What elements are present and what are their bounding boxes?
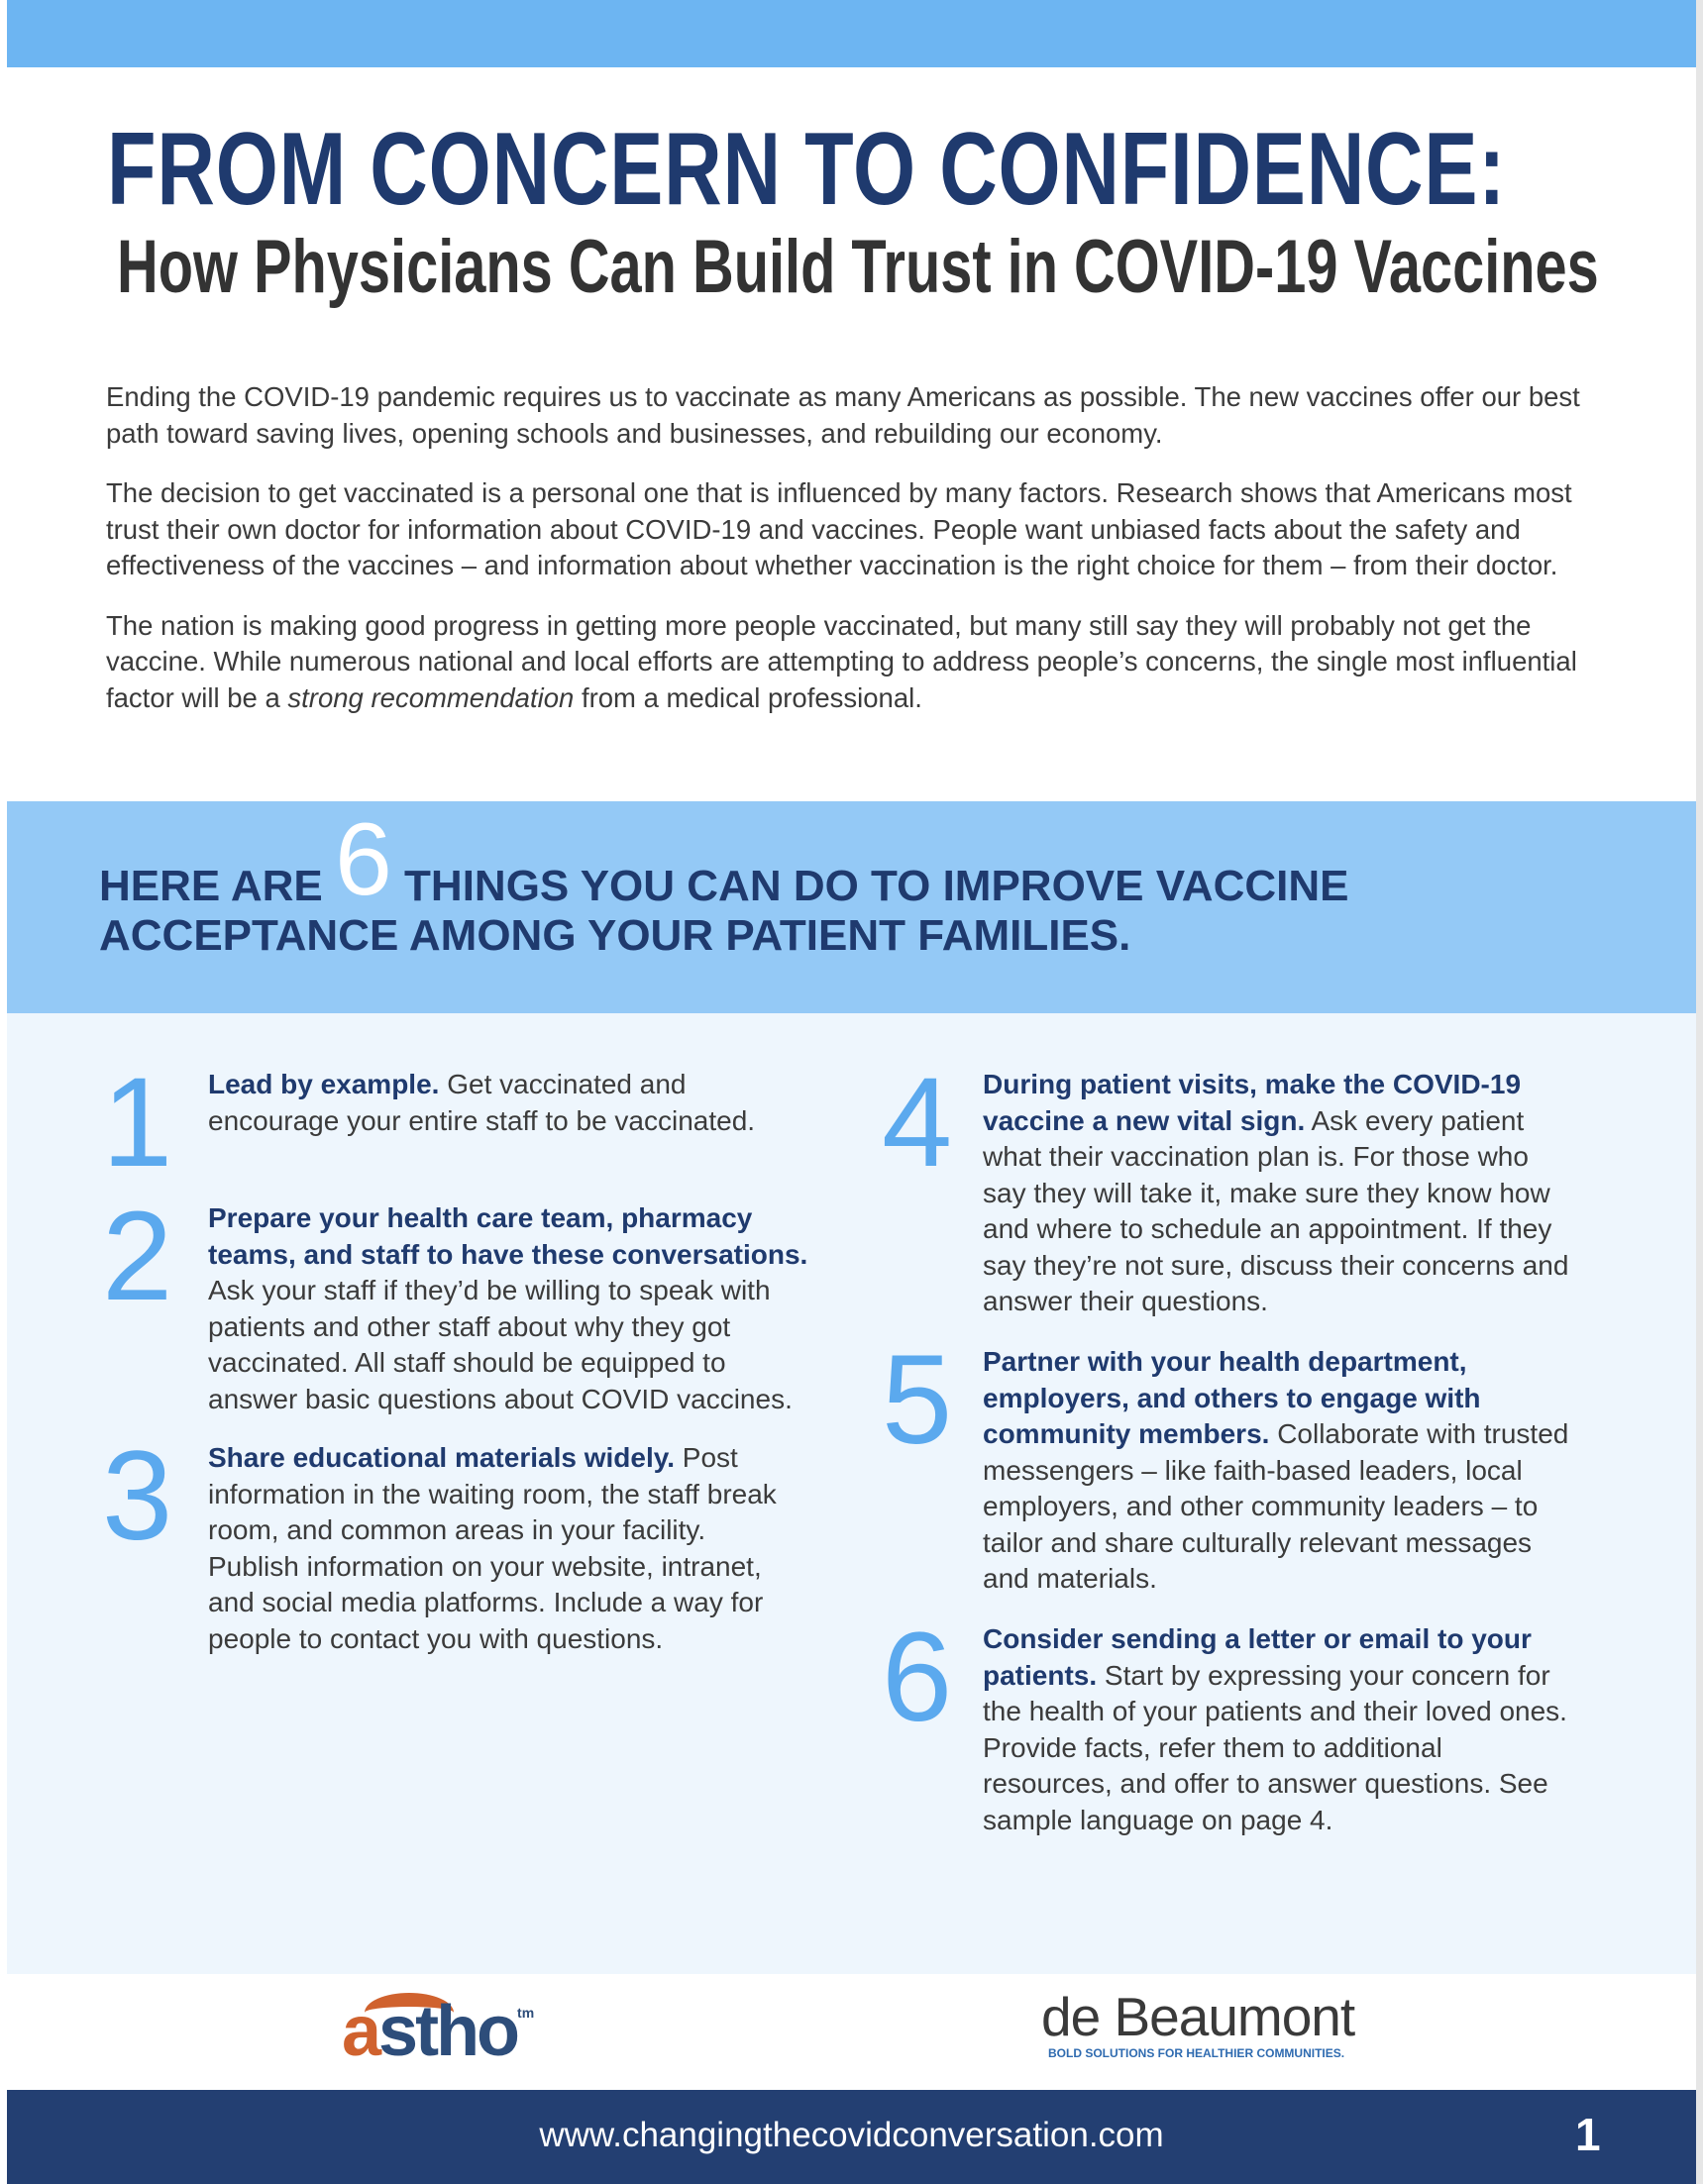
list-item (208, 1440, 802, 1657)
item-number: 4 (882, 1052, 953, 1194)
item-text: Ask every patient what their vaccination plan is. For those who say they will take it, make sure they know how and where to schedule an appointment. If they say they’re not sure, discuss their concerns and answer their questions. (983, 1104, 1569, 1316)
item-lead: Prepare your health care team, pharmacy teams, and staff to have these conversations. (208, 1202, 808, 1270)
p3-emphasis: strong recommendation (287, 681, 575, 713)
astho-logo-text: stho (378, 1992, 518, 2071)
item-lead: Consider sending a letter or email to your patients. (983, 1623, 1532, 1691)
item-text: Post information in the waiting room, the staff break room, and common areas in your facility. Publish information on your website, intranet, and social media platforms. Include a way for people to contact you with questions. (208, 1442, 777, 1654)
list-item (983, 1067, 1577, 1320)
item-text: Start by expressing your concern for the health of your patients and their loved ones. Provide facts, refer them to additional resources, and offer to answer questions. See sample language on page 4. (983, 1659, 1567, 1835)
list-item (208, 1067, 822, 1139)
list-item (983, 1621, 1577, 1838)
item-text: Collaborate with trusted messengers – like faith-based leaders, local employers, and other community leaders – to tailor and share culturally relevant messages and materials. (983, 1418, 1569, 1594)
item-number: 1 (102, 1052, 173, 1194)
intro-paragraph-3 (106, 608, 1592, 717)
item-lead: Share educational materials widely. (208, 1442, 675, 1473)
intro-paragraph-2: The decision to get vaccinated is a personal one that is influenced by many factors. Research shows that Americans most trust their own doctor for information about COVID-19 and vaccines. People want unbiased facts about the safety and effectiveness of the vaccines – and information about whether vaccination is the right choice for them – from their doctor. (106, 477, 1572, 580)
item-lead: During patient visits, make the COVID-19 vaccine a new vital sign. (983, 1069, 1522, 1136)
debeaumont-logo: de Beaumont (1041, 1986, 1355, 2047)
intro-text (106, 379, 1592, 740)
item-lead: Lead by example. (208, 1069, 440, 1099)
page-subtitle: How Physicians Can Build Trust in COVID-19 Vaccines (117, 225, 1599, 309)
astho-logo (342, 1991, 534, 2072)
heading-pre: HERE ARE (99, 862, 335, 910)
item-lead: Partner with your health department, employers, and others to engage with community members. (983, 1346, 1481, 1449)
top-color-bar (7, 0, 1696, 67)
list-item (208, 1200, 822, 1417)
astho-logo-a: a (342, 1992, 379, 2071)
item-text: Get vaccinated and encourage your entire staff to be vaccinated. (208, 1069, 756, 1136)
p3-text-end: from a medical professional. (574, 681, 922, 713)
item-number: 6 (882, 1607, 953, 1748)
item-number: 3 (102, 1425, 173, 1567)
item-number: 5 (882, 1329, 953, 1471)
item-number: 2 (102, 1186, 173, 1327)
astho-tm: tm (517, 2005, 535, 2021)
page-number: 1 (1575, 2109, 1601, 2160)
section-heading (99, 802, 1645, 961)
list-item (983, 1344, 1577, 1598)
debeaumont-tagline: BOLD SOLUTIONS FOR HEALTHIER COMMUNITIES. (1048, 2046, 1345, 2060)
page-edge (1696, 0, 1703, 2184)
page-title: FROM CONCERN TO CONFIDENCE: (107, 112, 1507, 227)
heading-post: THINGS YOU CAN DO TO IMPROVE VACCINE ACCEPTANCE AMONG YOUR PATIENT FAMILIES. (99, 862, 1349, 960)
item-text: Ask your staff if they’d be willing to speak with patients and other staff about why they got vaccinated. All staff should be equipped to answer basic questions about COVID vaccines. (208, 1275, 793, 1414)
intro-paragraph-1: Ending the COVID-19 pandemic requires us to vaccinate as many Americans as possible. The new vaccines offer our best path toward saving lives, opening schools and businesses, and rebuilding our economy. (106, 381, 1580, 449)
footer-url-link[interactable]: www.changingthecovidconversation.com (539, 2116, 1164, 2154)
heading-number: 6 (334, 802, 392, 917)
p3-text: The nation is making good progress in getting more people vaccinated, but many still say they will probably not get the vaccine. While numerous national and local efforts are attempting to address people’s concerns, the single most influential factor will be a (106, 609, 1577, 713)
